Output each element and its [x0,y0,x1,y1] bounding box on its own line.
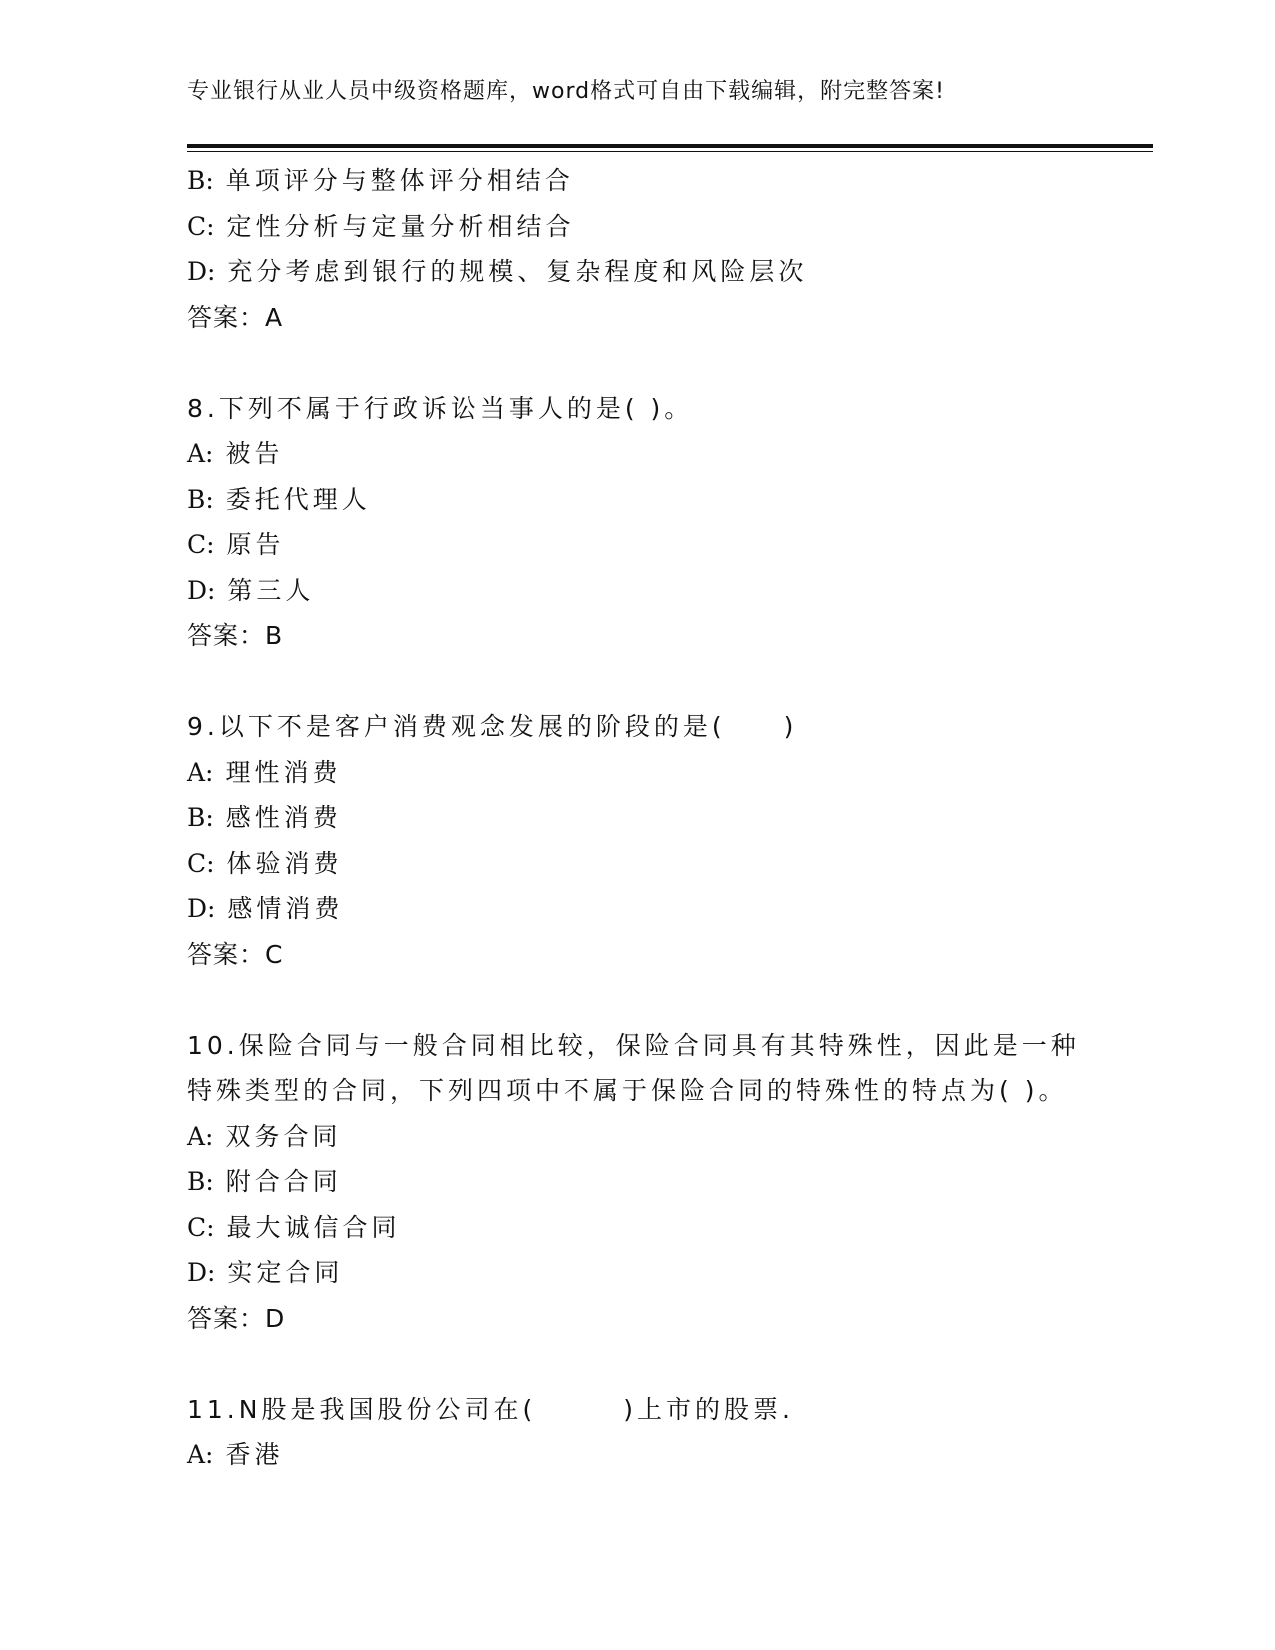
page-header: 专业银行从业人员中级资格题库，word格式可自由下载编辑，附完整答案! [187,79,945,104]
option-letter: B: [187,166,214,195]
option-letter: D: [187,894,216,923]
option-d [187,1250,1087,1296]
question-stem: 8.下列不属于行政诉讼当事人的是( )。 [187,393,694,423]
spacer [187,1341,1087,1387]
option-text: 双务合同 [225,1121,342,1151]
option-text: 定性分析与定量分析相结合 [226,211,575,241]
option-b [187,477,1087,523]
question-stem: 11.N股是我国股份公司在( )上市的股票. [187,1394,794,1424]
spacer [187,659,1087,705]
option-text: 最大诚信合同 [226,1212,401,1242]
option-d [187,886,1087,932]
option-letter: D: [187,1258,216,1287]
option-a [187,1432,1087,1478]
question-10 [187,1023,1087,1342]
option-letter: C: [187,211,215,241]
option-letter: C: [187,848,215,878]
answer-line: 答案：B [187,621,284,650]
question-stem: 9.以下不是客户消费观念发展的阶段的是( ) [187,712,798,741]
option-letter: C: [187,530,215,559]
option-c [187,1205,1087,1251]
spacer [187,977,1087,1023]
answer-line: 答案：A [187,302,284,332]
prev-question-block [187,158,1087,340]
option-text: 充分考虑到银行的规模、复杂程度和风险层次 [227,257,808,286]
question-8 [187,386,1087,659]
option-text: 实定合同 [227,1258,344,1287]
option-text: 体验消费 [226,848,343,878]
option-letter: D: [187,257,216,286]
option-letter: B: [187,1167,214,1196]
answer-line: 答案：D [187,1303,286,1333]
option-letter: B: [187,803,214,832]
option-text: 第三人 [227,575,315,605]
question-content [187,158,1087,1478]
option-letter: C: [187,1212,215,1242]
option-letter: B: [187,484,214,514]
option-text: 原告 [226,530,285,559]
option-text: 感情消费 [227,894,344,923]
option-letter: A: [187,1440,214,1469]
option-text: 被告 [225,439,284,468]
option-text: 附合合同 [225,1167,342,1196]
option-text: 感性消费 [225,803,342,832]
option-c [187,204,1087,250]
option-text: 委托代理人 [225,484,371,514]
option-d [187,568,1087,614]
question-stem: 10.保险合同与一般合同相比较，保险合同具有其特殊性，因此是一种 [187,1030,1080,1060]
answer-line: 答案：C [187,939,284,969]
option-letter: A: [187,1121,214,1151]
option-text: 单项评分与整体评分相结合 [225,166,574,195]
option-b [187,795,1087,841]
header-rule-thin [187,151,1153,152]
option-letter: A: [187,757,214,787]
question-9 [187,704,1087,977]
option-letter: A: [187,439,214,468]
option-d [187,249,1087,295]
question-stem-continued: 特殊类型的合同，下列四项中不属于保险合同的特殊性的特点为( )。 [187,1076,1068,1105]
option-b [187,158,1087,204]
option-b [187,1159,1087,1205]
question-11 [187,1387,1087,1478]
option-a [187,431,1087,477]
option-a [187,750,1087,796]
header-rule-thick [187,144,1153,148]
option-c [187,841,1087,887]
option-text: 香港 [225,1440,284,1469]
spacer [187,340,1087,386]
option-text: 理性消费 [225,757,342,787]
option-c [187,522,1087,568]
option-letter: D: [187,575,216,605]
option-a [187,1114,1087,1160]
